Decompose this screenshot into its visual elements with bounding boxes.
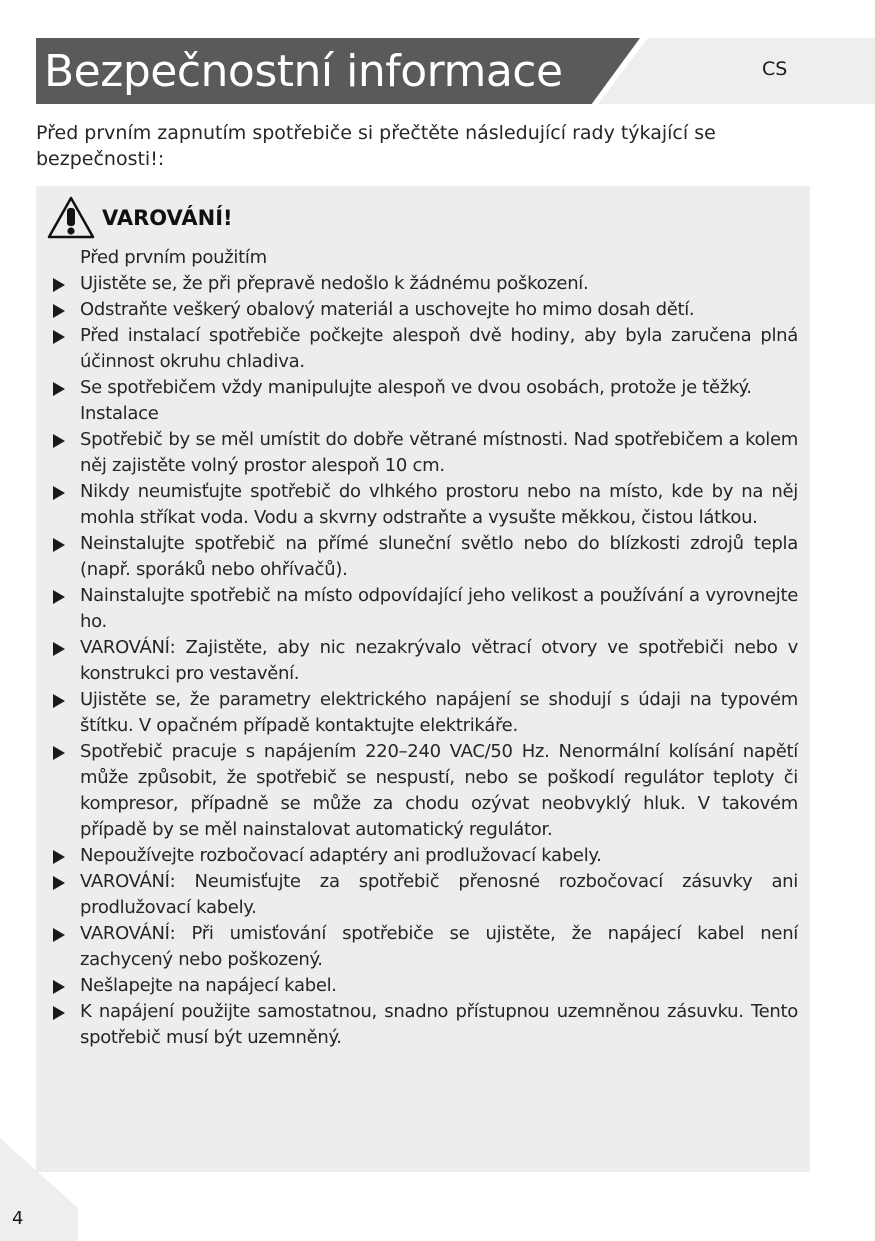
list-item: K napájení použijte samostatnou, snadno přístupnou uzemněnou zásuvku. Tento spotřebič musí být uzemněný.	[46, 999, 798, 1051]
list-item: Spotřebič pracuje s napájením 220–240 VAC/50 Hz. Nenormální kolísání napětí může způsobit, že spotřebič se nespustí, nebo se poškodí regulátor teploty či kompresor, případně se může za chodu ozývat neobvyklý hluk. V takovém případě by se měl nainstalovat automatický regulátor.	[46, 739, 798, 843]
list-item: Nešlapejte na napájecí kabel.	[46, 973, 798, 999]
bullet-triangle-icon	[53, 486, 65, 500]
list-item: Se spotřebičem vždy manipulujte alespoň ve dvou osobách, protože je těžký.	[46, 375, 798, 401]
bullet-triangle-icon	[53, 850, 65, 864]
language-code: CS	[762, 58, 788, 80]
bullet-triangle-icon	[53, 330, 65, 344]
bullet-triangle-icon	[53, 434, 65, 448]
bullet-triangle-icon	[53, 694, 65, 708]
bullet-triangle-icon	[53, 642, 65, 656]
list-item: Před instalací spotřebiče počkejte alespoň dvě hodiny, aby byla zaručena plná účinnost okruhu chladiva.	[46, 323, 798, 375]
list-item: Odstraňte veškerý obalový materiál a uschovejte ho mimo dosah dětí.	[46, 297, 798, 323]
list-item: VAROVÁNÍ: Zajistěte, aby nic nezakrývalo větrací otvory ve spotřebiči nebo v konstrukci pro vestavění.	[46, 635, 798, 687]
list-item: Neinstalujte spotřebič na přímé sluneční světlo nebo do blízkosti zdrojů tepla (např. sporáků nebo ohřívačů).	[46, 531, 798, 583]
language-tab	[598, 38, 875, 104]
list-item: Nepoužívejte rozbočovací adaptéry ani prodlužovací kabely.	[46, 843, 798, 869]
warning-header	[46, 193, 233, 243]
list-item: Ujistěte se, že při přepravě nedošlo k žádnému poškození.	[46, 271, 798, 297]
list-item: Spotřebič by se měl umístit do dobře větrané místnosti. Nad spotřebičem a kolem něj zajistěte volný prostor alespoň 10 cm.	[46, 427, 798, 479]
list-item: Nikdy neumisťujte spotřebič do vlhkého prostoru nebo na místo, kde by na něj mohla stříkat voda. Vodu a skvrny odstraňte a vysušte měkkou, čistou látkou.	[46, 479, 798, 531]
page-title: Bezpečnostní informace	[44, 46, 563, 97]
warning-label: VAROVÁNÍ!	[102, 206, 233, 230]
section-heading: Před prvním použitím	[80, 247, 267, 268]
bullet-triangle-icon	[53, 928, 65, 942]
list-item: Nainstalujte spotřebič na místo odpovídající jeho velikost a používání a vyrovnejte ho.	[46, 583, 798, 635]
intro-text: Před prvním zapnutím spotřebiče si přečtěte následující rady týkající se bezpečnosti!:	[36, 122, 716, 170]
bullet-triangle-icon	[53, 1006, 65, 1020]
section-heading: Instalace	[80, 403, 159, 424]
list-item: Ujistěte se, že parametry elektrického napájení se shodují s údaji na typovém štítku. V opačném případě kontaktujte elektrikáře.	[46, 687, 798, 739]
list-item: VAROVÁNÍ: Při umisťování spotřebiče se ujistěte, že napájecí kabel není zachycený nebo poškozený.	[46, 921, 798, 973]
bullet-triangle-icon	[53, 876, 65, 890]
bullet-triangle-icon	[53, 590, 65, 604]
bullet-triangle-icon	[53, 746, 65, 760]
safety-list	[46, 245, 798, 1051]
bullet-triangle-icon	[53, 278, 65, 292]
warning-triangle-icon	[46, 195, 96, 241]
bullet-triangle-icon	[53, 382, 65, 396]
bullet-triangle-icon	[53, 304, 65, 318]
bullet-triangle-icon	[53, 538, 65, 552]
list-item: VAROVÁNÍ: Neumisťujte za spotřebič přenosné rozbočovací zásuvky ani prodlužovací kabely.	[46, 869, 798, 921]
page-number: 4	[12, 1208, 24, 1229]
bullet-triangle-icon	[53, 980, 65, 994]
